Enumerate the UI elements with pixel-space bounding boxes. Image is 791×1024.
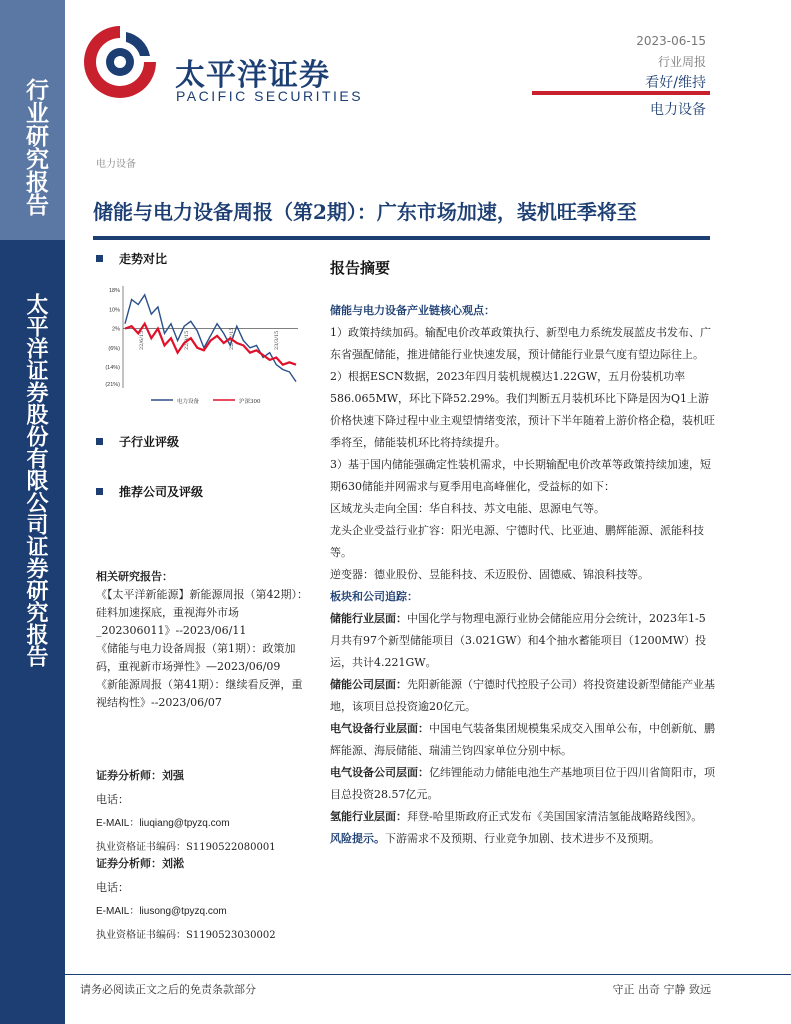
page-title: 储能与电力设备周报（第2期）：广东市场加速，装机旺季将至	[93, 200, 637, 224]
brand-name-en: PACIFIC SECURITIES	[176, 88, 364, 104]
analyst-email: E-MAIL：liuqiang@tpyzq.com	[96, 818, 230, 829]
brand-name-cn: 太平洋证券	[175, 58, 330, 93]
summary-heading: 报告摘要	[330, 259, 391, 277]
summary-point: 1）政策持续加码。输配电价改革政策执行、新型电力系统发展蓝皮书发布、广东省强配储能，推进储能行业快速发展，预计储能行业景气度有望边际往上。	[330, 326, 711, 361]
related-research	[96, 568, 311, 712]
industry-label: 电力设备	[650, 102, 706, 118]
x-tick-label: 22/9/15	[184, 330, 190, 350]
related-heading: 相关研究报告：	[96, 570, 173, 583]
x-tick-label: 22/12/15	[229, 327, 235, 350]
core-heading: 储能与电力设备产业链核心观点：	[330, 304, 495, 317]
risk-note: 风险提示。下游需求不及预期、行业竞争加剧、技术进步不及预期。	[330, 832, 660, 845]
legend-series-1: 沪深300	[239, 399, 261, 405]
report-type: 行业周报	[657, 55, 706, 69]
summary-point: 2）根据ESCN数据，2023年四月装机规模达1.22GW，五月份装机功率586.065MW，环比下降52.29%。我们判断五月装机环比下降是因为Q1上游价格快速下降过程中业主观望情绪变浓，预计下半年随着上游价格企稳，装机旺季将至，储能装机环比将持续提升。	[330, 370, 715, 449]
y-tick-label: (6%)	[108, 345, 120, 352]
tracking-item: 电气设备公司层面：亿纬锂能动力储能电池生产基地项目位于四川省简阳市，项目总投资28.57亿元。	[330, 766, 715, 801]
trend-chart	[93, 280, 308, 420]
analyst-1	[96, 764, 311, 860]
rating: 看好/维持	[645, 75, 706, 91]
x-tick-label: 23/3/15	[274, 330, 280, 350]
title-rule	[93, 236, 710, 240]
bullet-square-icon	[96, 438, 103, 445]
tracking-item: 储能行业层面：中国化学与物理电源行业协会储能应用分会统计，2023年1-5月共有97个新型储能项目（3.021GW）和4个抽水蓄能项目（1200MW）投运，共计4.221GW。	[330, 612, 707, 669]
tracking-heading: 板块和公司追踪：	[330, 590, 418, 603]
tracking-item: 储能公司层面：先阳新能源（宁德时代控股子公司）将投资建设新型储能产业基地，该项目总投资逾20亿元。	[330, 678, 715, 713]
summary-line: 区域龙头走向全国：华自科技、苏文电能、思源电气等。	[330, 502, 605, 515]
analyst-title: 证券分析师：刘淞	[96, 857, 184, 870]
sidebar	[0, 0, 65, 1024]
legend-series-0: 电力设备	[177, 399, 200, 405]
analyst-cert: 执业资格证书编码：S1190522080001	[96, 842, 276, 853]
related-item: 《【太平洋新能源】新能源周报（第42期）：硅料加速探底，重视海外市场_202306011》--2023/06/11	[96, 588, 308, 637]
related-item: 《新能源周报（第41期）：继续看反弹，重视结构性》--2023/06/07	[96, 678, 303, 709]
bullet-square-icon	[96, 488, 103, 495]
summary-body	[330, 300, 715, 850]
sidebar-bottom-label: 太平洋证券股份有限公司证券研究报告	[23, 293, 48, 667]
summary-point: 3）基于国内储能强确定性装机需求，中长期输配电价改革等政策持续加速，短期630储能并网需求与夏季用电高峰催化，受益标的如下：	[330, 458, 711, 493]
x-tick-label: 22/6/15	[139, 330, 145, 350]
trend-heading: 走势对比	[96, 250, 167, 267]
analyst-phone: 电话：	[96, 793, 129, 806]
summary-line: 龙头企业受益行业扩容：阳光电源、宁德时代、比亚迪、鹏辉能源、派能科技等。	[330, 524, 704, 559]
industry-tag: 电力设备	[96, 159, 136, 170]
analyst-title: 证券分析师：刘强	[96, 769, 184, 782]
y-tick-label: 10%	[108, 307, 120, 314]
analyst-phone: 电话：	[96, 881, 129, 894]
bullet-square-icon	[96, 255, 103, 262]
y-tick-label: (14%)	[105, 365, 120, 372]
footer-motto: 守正 出奇 宁静 致远	[612, 983, 711, 996]
footer-disclaimer: 请务必阅读正文之后的免责条款部分	[80, 983, 256, 996]
analyst-email: E-MAIL：liusong@tpyzq.com	[96, 906, 227, 917]
related-item: 《储能与电力设备周报（第1期）：政策加码，重视新市场弹性》—2023/06/09	[96, 642, 296, 673]
summary-line: 逆变器：德业股份、昱能科技、禾迈股份、固德威、锦浪科技等。	[330, 568, 649, 581]
footer-line	[65, 974, 791, 975]
y-tick-label: 2%	[112, 326, 120, 333]
analyst-2	[96, 852, 311, 948]
report-date: 2023-06-15	[636, 34, 706, 48]
header-red-bar	[532, 91, 710, 95]
series-line-1	[125, 324, 296, 365]
company-logo-icon	[80, 22, 160, 102]
sidebar-top-label: 行业研究报告	[22, 78, 48, 216]
analyst-cert: 执业资格证书编码：S1190523030002	[96, 930, 276, 941]
tracking-item: 氢能行业层面：拜登-哈里斯政府正式发布《美国国家清洁氢能战略路线图》。	[330, 810, 703, 823]
y-tick-label: (21%)	[105, 382, 120, 388]
recommend-heading: 推荐公司及评级	[96, 483, 203, 500]
y-tick-label: 18%	[108, 288, 120, 294]
sub-rating-heading: 子行业评级	[96, 433, 179, 450]
tracking-item: 电气设备行业层面：中国电气装备集团规模集采成交入围单公布，中创新航、鹏辉能源、海辰储能、瑞浦兰钧四家单位分别中标。	[330, 722, 715, 757]
